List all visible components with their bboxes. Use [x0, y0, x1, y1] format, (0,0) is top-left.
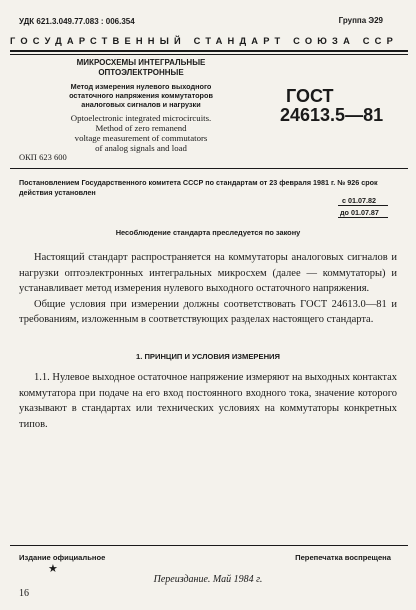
method-russian	[46, 82, 236, 109]
english-line: Optoelectronic integrated microcircuits.	[70, 113, 212, 123]
english-line: Method of zero remanend	[95, 123, 187, 133]
section-title: 1. ПРИНЦИП И УСЛОВИЯ ИЗМЕРЕНИЯ	[136, 352, 280, 361]
intro-paragraph: Настоящий стандарт распространяется на коммутаторы аналоговых сигналов и нагрузки оптоэлектронных интегральных микросхем (далее — коммутаторы) и устанавливает метод измерения нулевого выходного остаточного напряжения.	[19, 252, 397, 295]
middle-rule	[10, 168, 408, 169]
reissue-note: Переиздание. Май 1984 г.	[153, 574, 263, 585]
prosecution-notice: Несоблюдение стандарта преследуется по закону	[115, 228, 301, 237]
okp-code: ОКП 623 600	[19, 152, 67, 162]
intro-paragraph: Общие условия при измерении должны соответствовать ГОСТ 24613.0—81 и требованиям, изложенным в соответствующих разделах настоящего стандарта.	[19, 298, 397, 326]
gost-number: 24613.5—81	[280, 105, 384, 125]
decree-text: Постановлением Государственного комитета СССР по стандартам от 23 февраля 1981 г. № 926 срок действия установлен	[19, 178, 378, 197]
udk-code: УДК 621.3.049.77.083 : 006.354	[19, 17, 135, 26]
method-line: аналоговых сигналов и нагрузки	[81, 100, 201, 109]
section-text: 1.1. Нулевое выходное остаточное напряжение измеряют на выходных контактах коммутатора при подаче на его вход постоянного входного тока, значение которого указывают в стандартах или технических условиях на коммутаторы конкретных типов.	[19, 372, 397, 430]
gost-label: ГОСТ	[286, 86, 334, 106]
method-line: Метод измерения нулевого выходного	[70, 82, 212, 91]
date-from-underline	[338, 205, 388, 206]
date-from: с 01.07.82	[342, 196, 376, 205]
date-to: до 01.07.87	[340, 208, 379, 217]
title-english	[46, 113, 236, 153]
english-line: of analog signals and load	[95, 143, 187, 153]
title-line: ОПТОЭЛЕКТРОННЫЕ	[98, 68, 184, 77]
intro-text	[19, 250, 397, 328]
title-russian	[46, 58, 236, 78]
method-line: остаточного напряжения коммутаторов	[69, 91, 213, 100]
official-edition: Издание официальное	[19, 553, 106, 562]
standard-header: ГОСУДАРСТВЕННЫЙ СТАНДАРТ СОЮЗА ССР	[10, 36, 398, 46]
english-line: voltage measurement of commutators	[74, 133, 208, 143]
date-to-underline	[338, 217, 388, 218]
star-icon: ★	[48, 563, 58, 575]
title-line: МИКРОСХЕМЫ ИНТЕГРАЛЬНЫЕ	[76, 58, 206, 67]
reprint-notice: Перепечатка воспрещена	[295, 553, 391, 562]
top-rule-thin	[10, 54, 408, 55]
top-rule	[10, 50, 408, 52]
page-number: 16	[19, 588, 29, 599]
bottom-rule	[10, 545, 408, 546]
group-code: Группа Э29	[338, 16, 383, 25]
